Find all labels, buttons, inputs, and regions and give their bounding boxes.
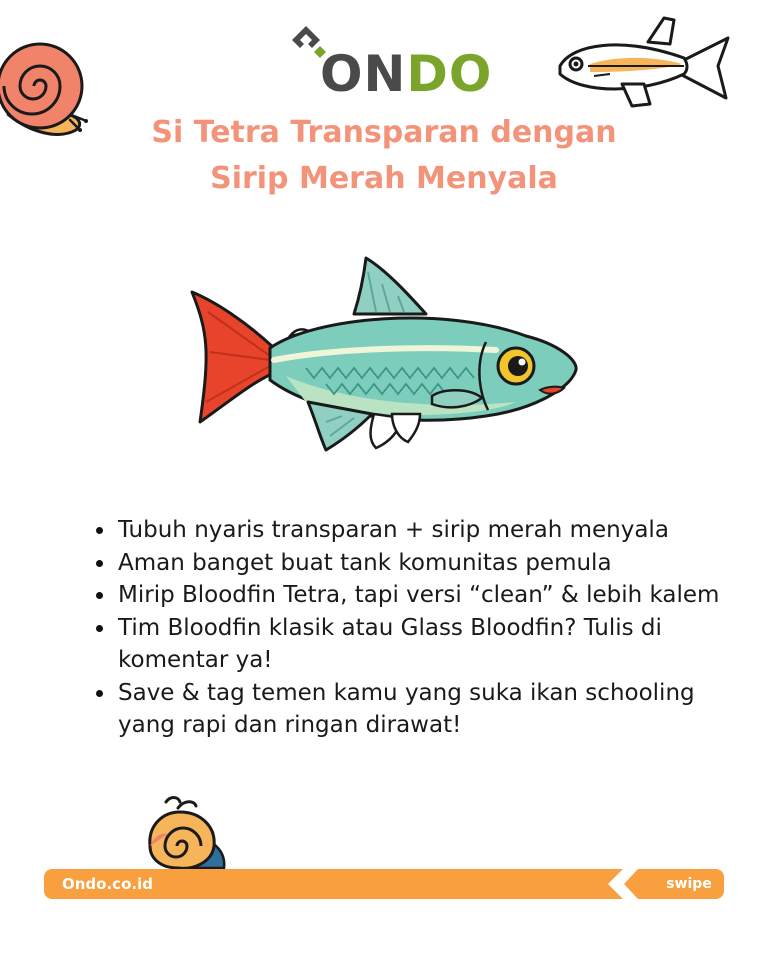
snail-icon xyxy=(144,796,228,870)
swipe-arrow-icon xyxy=(606,864,660,904)
list-item: Tim Bloodfin klasik atau Glass Bloodfin? Tulis di komentar ya! xyxy=(118,612,738,677)
snail-icon xyxy=(0,24,90,144)
list-item: Mirip Bloodfin Tetra, tapi versi “clean” & lebih kalem xyxy=(118,579,738,612)
list-item: Tubuh nyaris transparan + sirip merah menyala xyxy=(118,514,738,547)
ondo-logo xyxy=(288,22,493,103)
swipe-button[interactable]: swipe xyxy=(654,869,724,899)
site-url-label: Ondo.co.id xyxy=(62,875,153,893)
logo-text-part2: DO xyxy=(406,45,493,103)
list-item: Aman banget buat tank komunitas pemula xyxy=(118,547,738,580)
neon-tetra-fish-icon xyxy=(552,14,730,110)
bloodfin-tetra-fish-illustration xyxy=(186,252,586,462)
list-item: Save & tag temen kamu yang suka ikan schooling yang rapi dan ringan dirawat! xyxy=(118,677,738,742)
logo-wordmark xyxy=(320,46,492,102)
feature-list xyxy=(90,514,738,742)
logo-text-part1: ON xyxy=(320,45,407,103)
title-line-2: Sirip Merah Menyala xyxy=(210,161,558,196)
title-line-1: Si Tetra Transparan dengan xyxy=(151,115,617,150)
page-title xyxy=(84,110,684,202)
